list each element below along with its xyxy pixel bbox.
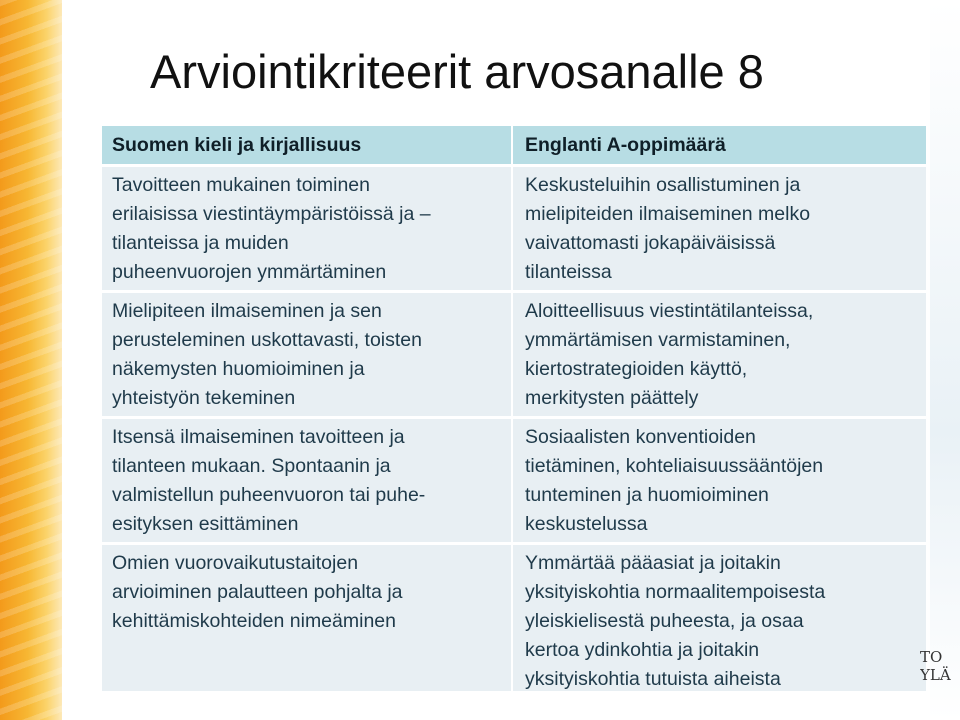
university-logo-fragment [920, 648, 960, 684]
cell-line: arvioiminen palautteen pohjalta ja [112, 581, 403, 603]
decorative-right-band [930, 0, 960, 720]
cell-line: Ymmärtää pääasiat ja joitakin [525, 552, 781, 574]
cell-line: ymmärtämisen varmistaminen, [525, 329, 791, 351]
cell-line: yleiskielisestä puheesta, ja osaa [525, 610, 804, 632]
table-cell-finnish-1 [102, 164, 513, 290]
table-cell-english-3 [513, 416, 928, 542]
table-header-finnish: Suomen kieli ja kirjallisuus [102, 126, 513, 164]
table-cell-english-1 [513, 164, 928, 290]
cell-line: Keskusteluihin osallistuminen ja [525, 174, 801, 196]
cell-line: erilaisissa viestintäympäristöissä ja – [112, 203, 431, 225]
cell-line: tilanteissa ja muiden [112, 232, 289, 254]
cell-line: kehittämiskohteiden nimeäminen [112, 610, 396, 632]
cell-line: Aloitteellisuus viestintätilanteissa, [525, 300, 814, 322]
criteria-table [102, 126, 928, 691]
cell-line: tietäminen, kohteliaisuussääntöjen [525, 455, 824, 477]
logo-line: TO [920, 648, 943, 666]
table-header-english: Englanti A-oppimäärä [513, 126, 928, 164]
cell-line: vaivattomasti jokapäiväisissä [525, 232, 776, 254]
cell-line: tunteminen ja huomioiminen [525, 484, 769, 506]
cell-line: tilanteen mukaan. Spontaanin ja [112, 455, 391, 477]
cell-line: merkitysten päättely [525, 387, 699, 409]
cell-line: kertoa ydinkohtia ja joitakin [525, 639, 760, 661]
cell-line: Omien vuorovaikutustaitojen [112, 552, 359, 574]
decorative-orange-stripe [0, 0, 62, 720]
cell-line: yksityiskohtia tutuista aiheista [525, 668, 781, 690]
cell-line: esityksen esittäminen [112, 513, 299, 535]
table-cell-finnish-4 [102, 542, 513, 691]
table-cell-finnish-2 [102, 290, 513, 416]
cell-line: tilanteissa [525, 261, 612, 283]
cell-line: mielipiteiden ilmaiseminen melko [525, 203, 811, 225]
cell-line: yhteistyön tekeminen [112, 387, 296, 409]
logo-line: YLÄ [920, 666, 951, 684]
cell-line: yksityiskohtia normaalitempoisesta [525, 581, 826, 603]
slide-title: Arviointikriteerit arvosanalle 8 [150, 45, 764, 98]
cell-line: kiertostrategioiden käyttö, [525, 358, 748, 380]
cell-line: Sosiaalisten konventioiden [525, 426, 756, 448]
cell-line: näkemysten huomioiminen ja [112, 358, 365, 380]
table-cell-english-4 [513, 542, 928, 691]
cell-line: Itsensä ilmaiseminen tavoitteen ja [112, 426, 405, 448]
cell-line: keskustelussa [525, 513, 648, 535]
cell-line: puheenvuorojen ymmärtäminen [112, 261, 387, 283]
table-cell-english-2 [513, 290, 928, 416]
cell-line: Mielipiteen ilmaiseminen ja sen [112, 300, 382, 322]
cell-line: Tavoitteen mukainen toiminen [112, 174, 370, 196]
cell-line: perusteleminen uskottavasti, toisten [112, 329, 423, 351]
table-cell-finnish-3 [102, 416, 513, 542]
cell-line: valmistellun puheenvuoron tai puhe- [112, 484, 426, 506]
